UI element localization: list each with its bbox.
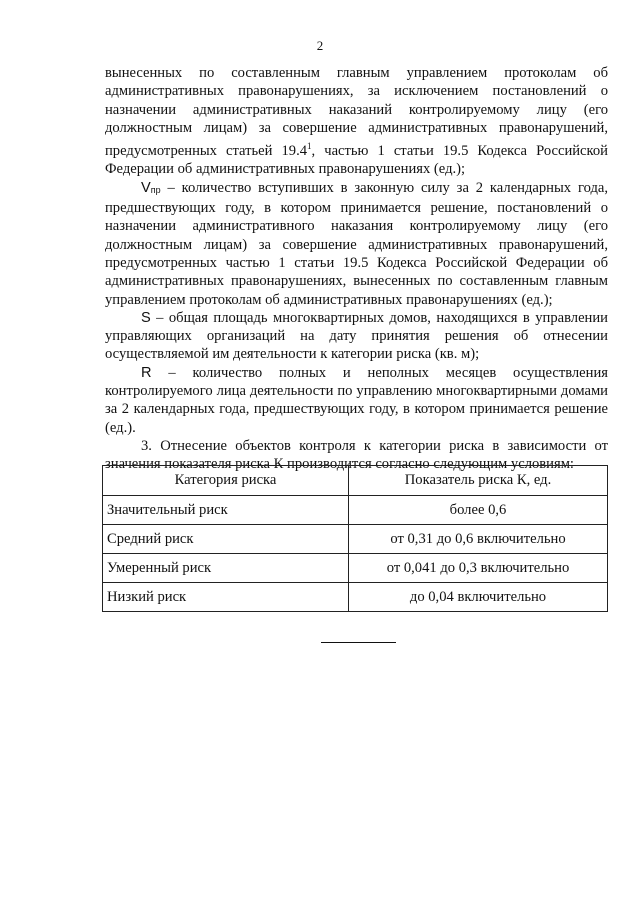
symbol-r: R (141, 364, 152, 381)
paragraph-r (105, 364, 608, 437)
symbol-s: S (141, 309, 151, 326)
table-cell-category: Умеренный риск (103, 554, 349, 583)
paragraph-text: вынесенных по составленным главным управлением протоколам об административных правонарушениях, за исключением постановлений о назначении административных наказаний контролируемому лицу (его должностным лицам) за совершение административных правонарушений, предусмотренных статьей 19.4 (105, 65, 608, 160)
table-cell-category: Средний риск (103, 525, 349, 554)
paragraph-text-tail: , частью 1 статьи 19.5 Кодекса Российской Федерации об административных правонарушениях (ед.); (105, 143, 608, 178)
table-row (103, 554, 608, 583)
table-cell-value: от 0,041 до 0,3 включительно (349, 554, 608, 583)
table-header: Категория риска (103, 466, 349, 496)
table-header-row (103, 466, 608, 496)
end-divider (321, 642, 396, 643)
table-cell-category: Низкий риск (103, 583, 349, 612)
table-cell-category: Значительный риск (103, 496, 349, 525)
table-row (103, 496, 608, 525)
paragraph-text: – количество вступивших в законную силу за 2 календарных года, предшествующих году, в котором принимается решение, постановлений о назначении административного наказания контролируемому лицу (его должностным лицам) за совершение административных правонарушений, предусмотренных частью 1 статьи 19.5 Кодекса Российской Федерации об административных правонарушениях, вынесенных по составленным главным управлением протоколам об административных правонарушениях (ед.); (105, 179, 608, 308)
table-cell-value: более 0,6 (349, 496, 608, 525)
superscript: 1 (307, 141, 312, 152)
symbol-v: V (141, 179, 151, 196)
paragraph-vnp (105, 179, 608, 309)
paragraph-text: – количество полных и неполных месяцев осуществления контролируемого лица деятельности по управлению многоквартирными домами за 2 календарных года, предшествующих году, в котором принимается решение (ед.). (105, 364, 608, 436)
paragraph-s (105, 309, 608, 364)
page-number: 2 (316, 38, 324, 53)
symbol-subscript: пр (150, 184, 161, 195)
risk-category-table (102, 465, 608, 612)
paragraph-text: – общая площадь многоквартирных домов, находящихся в управлении управляющих организаций на дату принятия решения об отнесении осуществляемой им деятельности к категории риска (кв. м); (105, 309, 608, 363)
table-row (103, 583, 608, 612)
paragraph-continuation (105, 64, 608, 179)
table-row (103, 525, 608, 554)
table-header: Показатель риска К, ед. (349, 466, 608, 496)
table-cell-value: до 0,04 включительно (349, 583, 608, 612)
paragraph-3: 3. Отнесение объектов контроля к категории риска в зависимости от значения показателя риска К производится согласно следующим условиям: (105, 437, 608, 473)
table-cell-value: от 0,31 до 0,6 включительно (349, 525, 608, 554)
document-body (105, 64, 608, 474)
